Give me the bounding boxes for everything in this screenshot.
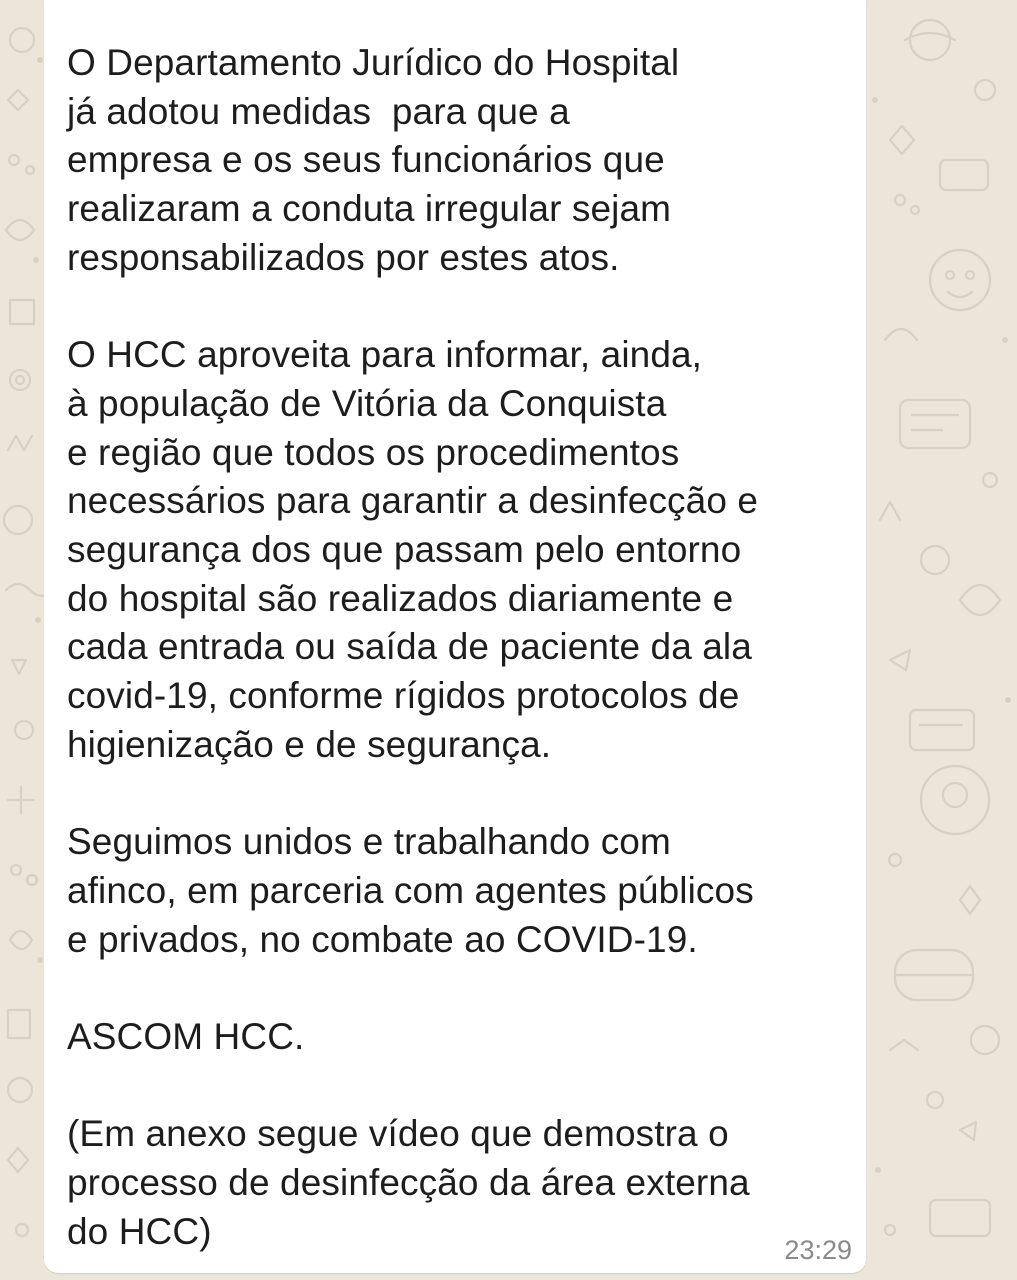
message-line: processo de desinfecção da área externa <box>67 1162 750 1204</box>
message-paragraph <box>67 39 857 283</box>
message-line: já adotou medidas para que a <box>67 90 570 132</box>
message-paragraph <box>67 1013 857 1062</box>
message-line: O Departamento Jurídico do Hospital <box>67 42 680 83</box>
message-line: segurança dos que passam pelo entorno <box>67 529 742 571</box>
message-line: cada entrada ou saída de paciente da ala <box>67 626 752 668</box>
message-line: ASCOM HCC. <box>67 1016 305 1058</box>
message-line: covid-19, conforme rígidos protocolos de <box>67 675 740 717</box>
message-line: afinco, em parceria com agentes públicos <box>67 869 754 911</box>
message-line: O HCC aproveita para informar, ainda, <box>67 334 703 376</box>
message-paragraph <box>67 818 857 964</box>
message-line: e região que todos os procedimentos <box>67 431 680 473</box>
message-line: Seguimos unidos e trabalhando com <box>67 821 671 863</box>
message-paragraph <box>67 331 857 769</box>
message-timestamp: 23:29 <box>784 1235 852 1265</box>
message-bubble[interactable] <box>44 0 866 1273</box>
message-paragraph <box>67 1110 857 1256</box>
message-line: e privados, no combate ao COVID-19. <box>67 918 698 960</box>
message-line: (Em anexo segue vídeo que demostra o <box>67 1113 729 1155</box>
message-line: do hospital são realizados diariamente e <box>67 577 734 619</box>
message-line: higienização e de segurança. <box>67 723 552 765</box>
message-line: necessários para garantir a desinfecção e <box>67 480 759 522</box>
message-text <box>67 39 857 1257</box>
message-line: à população de Vitória da Conquista <box>67 382 667 424</box>
message-line: realizaram a conduta irregular sejam <box>67 188 672 230</box>
message-line: empresa e os seus funcionários que <box>67 139 665 181</box>
message-line: do HCC) <box>67 1210 212 1252</box>
message-line: responsabilizados por estes atos. <box>67 236 620 278</box>
